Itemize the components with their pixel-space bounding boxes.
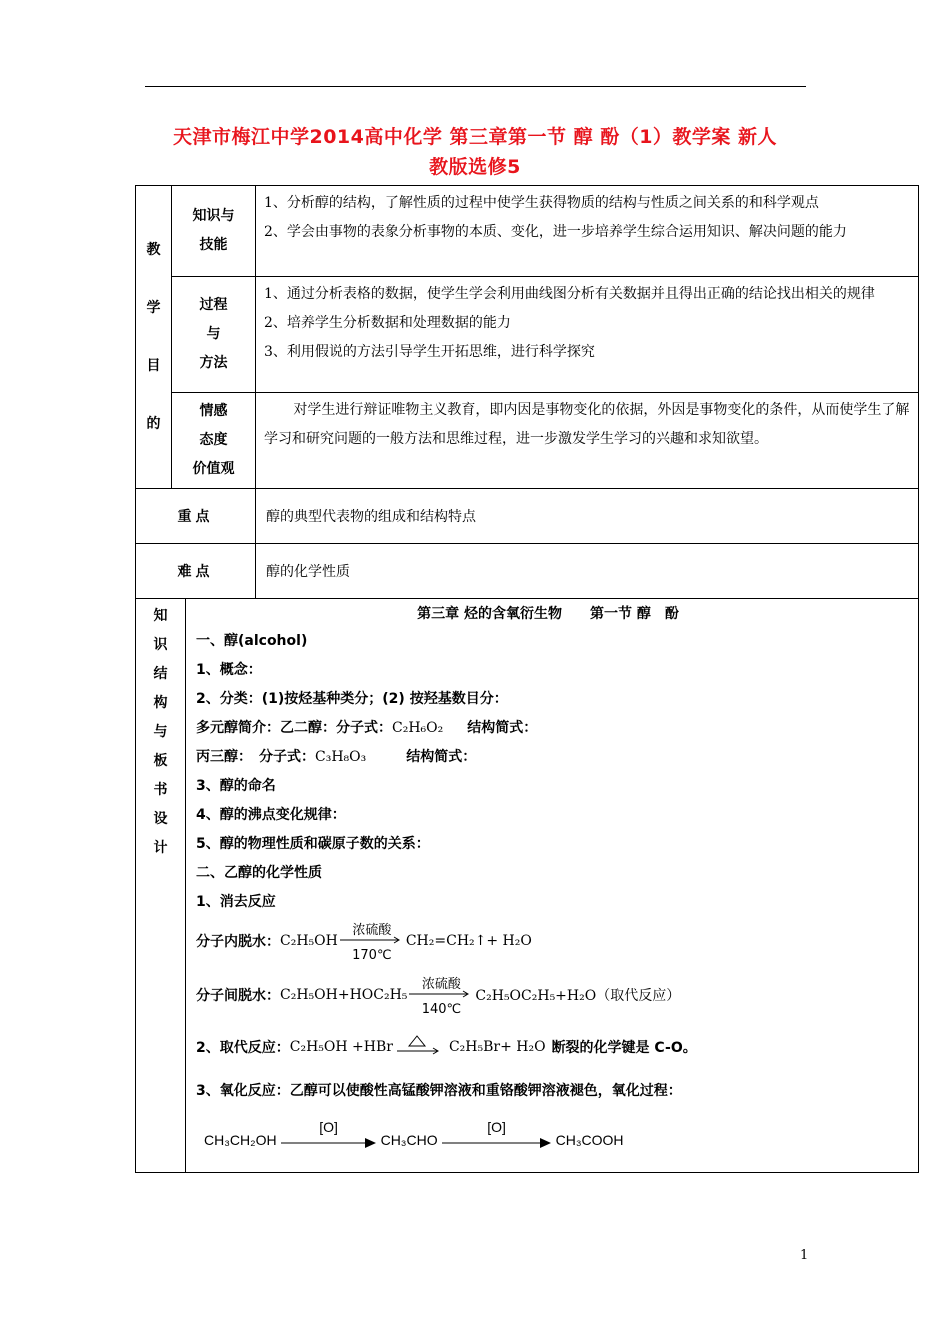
glycerol-formula: C₃H₈O₃ bbox=[315, 749, 367, 765]
board-side-label bbox=[136, 599, 186, 1173]
reaction-arrow-icon bbox=[409, 989, 473, 999]
rx1-condition-bottom: 170℃ bbox=[352, 948, 392, 963]
rx2-product: C₂H₅OC₂H₅+H₂O（取代反应） bbox=[475, 988, 681, 1004]
structure-label: 结构简式： bbox=[467, 720, 538, 736]
title-line-1: 天津市梅江中学2014高中化学 第三章第一节 醇 酚（1）教学案 新人 bbox=[172, 126, 778, 148]
goals-header-char: 教 bbox=[146, 242, 161, 258]
process-content bbox=[256, 277, 919, 393]
knowledge-item: 1、分析醇的结构，了解性质的过程中使学生获得物质的结构与性质之间关系的和科学观点 bbox=[264, 195, 819, 211]
emotion-label-line: 态度 bbox=[199, 432, 228, 448]
knowledge-label bbox=[172, 186, 256, 277]
board-line bbox=[196, 714, 910, 743]
goals-header bbox=[136, 186, 172, 489]
knowledge-item: 2、学会由事物的表象分析事物的本质、变化，进一步培养学生综合运用知识、解决问题的能力 bbox=[264, 224, 847, 240]
rx1-condition-top: 浓硫酸 bbox=[352, 923, 392, 938]
knowledge-row bbox=[136, 186, 919, 277]
rx2-reactant: C₂H₅OH+HOC₂H₅ bbox=[280, 987, 408, 1003]
board-chapter-title bbox=[196, 601, 910, 627]
difficulty-label: 难点 bbox=[136, 544, 256, 599]
oxidation-arrow-1 bbox=[281, 1119, 377, 1155]
structure-label: 结构简式： bbox=[406, 749, 477, 765]
substitution-reaction bbox=[196, 1027, 910, 1067]
rx1-reactant: C₂H₅OH bbox=[280, 933, 338, 949]
board-line: 二、乙醇的化学性质 bbox=[196, 865, 322, 881]
board-line: 一、醇(alcohol) bbox=[196, 633, 308, 649]
process-label-line: 方法 bbox=[199, 355, 228, 371]
document-title bbox=[140, 122, 810, 182]
board-line: 1、消去反应 bbox=[196, 894, 276, 910]
oxidation-condition-1: [O] bbox=[319, 1119, 338, 1135]
rx2-label: 分子间脱水： bbox=[196, 988, 280, 1004]
title-line-2: 教版选修5 bbox=[429, 156, 521, 178]
section-title: 第一节 醇 酚 bbox=[590, 606, 679, 622]
board-side-char: 构 bbox=[153, 695, 168, 711]
board-content bbox=[186, 599, 919, 1173]
process-item: 3、利用假说的方法引导学生开拓思维，进行科学探究 bbox=[264, 344, 595, 360]
rx3-reactant: C₂H₅OH +HBr bbox=[289, 1039, 393, 1055]
rx1-product: CH₂=CH₂↑+ H₂O bbox=[405, 933, 532, 949]
board-side-char: 设 bbox=[153, 811, 168, 827]
rx2-condition-top: 浓硫酸 bbox=[421, 977, 461, 992]
knowledge-content bbox=[256, 186, 919, 277]
header-rule bbox=[145, 86, 806, 87]
goals-header-char: 目 bbox=[146, 358, 161, 374]
heat-triangle-icon bbox=[397, 1034, 441, 1060]
board-side-char: 计 bbox=[153, 840, 168, 856]
intramolecular-dehydration bbox=[196, 917, 910, 965]
board-side-char: 与 bbox=[153, 724, 168, 740]
process-label-line: 与 bbox=[206, 326, 221, 342]
board-line: 3、醇的命名 bbox=[196, 778, 276, 794]
oxidation-label: 3、氧化反应：乙醇可以使酸性高锰酸钾溶液和重铬酸钾溶液褪色，氧化过程： bbox=[196, 1083, 682, 1099]
rx2-arrow bbox=[409, 973, 473, 1017]
process-item: 2、培养学生分析数据和处理数据的能力 bbox=[264, 315, 511, 331]
process-label-line: 过程 bbox=[199, 297, 228, 313]
emotion-label bbox=[172, 393, 256, 489]
rx3-note: 断裂的化学键是 C-O。 bbox=[551, 1040, 697, 1056]
ethylene-glycol-formula: C₂H₆O₂ bbox=[392, 720, 444, 736]
board-side-char: 结 bbox=[153, 666, 168, 682]
chapter-title: 第三章 烃的含氧衍生物 bbox=[417, 606, 562, 622]
emotion-label-line: 情感 bbox=[199, 403, 228, 419]
board-line: 5、醇的物理性质和碳原子数的关系： bbox=[196, 836, 430, 852]
board-row bbox=[136, 599, 919, 1173]
key-point-value: 醇的典型代表物的组成和结构特点 bbox=[256, 489, 919, 544]
polyol-intro-label: 多元醇简介：乙二醇：分子式： bbox=[196, 720, 392, 736]
board-line bbox=[196, 743, 910, 772]
acetic-acid-formula: CH₃COOH bbox=[555, 1132, 624, 1148]
board-side-char: 知 bbox=[153, 608, 168, 624]
ethanol-formula: CH₃CH₂OH bbox=[204, 1132, 277, 1148]
heat-arrow bbox=[397, 1034, 441, 1060]
board-line: 1、概念： bbox=[196, 662, 262, 678]
reaction-arrow-icon bbox=[340, 935, 404, 945]
difficulty-row bbox=[136, 544, 919, 599]
emotion-text: 对学生进行辩证唯物主义教育，即内因是事物变化的依据，外因是事物变化的条件，从而使学生了解学习和研究问题的一般方法和思维过程，进一步激发学生学习的兴趣和求知欲望。 bbox=[264, 402, 910, 447]
emotion-content bbox=[256, 393, 919, 489]
key-point-row bbox=[136, 489, 919, 544]
board-side-char: 板 bbox=[153, 753, 168, 769]
difficulty-value: 醇的化学性质 bbox=[256, 544, 919, 599]
lesson-plan-table bbox=[135, 185, 919, 1173]
board-line: 4、醇的沸点变化规律： bbox=[196, 807, 346, 823]
knowledge-label-line: 知识与 bbox=[192, 208, 235, 224]
rx1-label: 分子内脱水： bbox=[196, 934, 280, 950]
glycerol-label: 丙三醇： 分子式： bbox=[196, 749, 315, 765]
oxidation-chain bbox=[196, 1120, 910, 1160]
rx1-arrow bbox=[340, 919, 404, 963]
oxidation-arrow-2 bbox=[442, 1119, 552, 1155]
process-row bbox=[136, 277, 919, 393]
filled-arrow-icon bbox=[442, 1137, 552, 1149]
filled-arrow-icon bbox=[281, 1137, 377, 1149]
goals-header-char: 学 bbox=[146, 300, 161, 316]
board-line: 2、分类：(1)按烃基种类分；(2) 按羟基数目分： bbox=[196, 691, 508, 707]
rx3-product: C₂H₅Br+ H₂O bbox=[448, 1039, 546, 1055]
oxidation-condition-2: [O] bbox=[487, 1119, 506, 1135]
process-item: 1、通过分析表格的数据，使学生学会利用曲线图分析有关数据并且得出正确的结论找出相关的规律 bbox=[264, 286, 875, 302]
knowledge-label-line: 技能 bbox=[199, 237, 228, 253]
process-label bbox=[172, 277, 256, 393]
emotion-label-line: 价值观 bbox=[192, 461, 235, 477]
rx2-condition-bottom: 140℃ bbox=[421, 1002, 462, 1017]
acetaldehyde-formula: CH₃CHO bbox=[380, 1132, 438, 1148]
emotion-row bbox=[136, 393, 919, 489]
key-point-label: 重点 bbox=[136, 489, 256, 544]
rx3-label: 2、取代反应： bbox=[196, 1040, 290, 1056]
page-number: 1 bbox=[800, 1248, 809, 1263]
intermolecular-dehydration bbox=[196, 971, 910, 1019]
board-side-char: 书 bbox=[153, 782, 168, 798]
board-side-char: 识 bbox=[153, 637, 168, 653]
goals-header-char: 的 bbox=[146, 416, 161, 432]
